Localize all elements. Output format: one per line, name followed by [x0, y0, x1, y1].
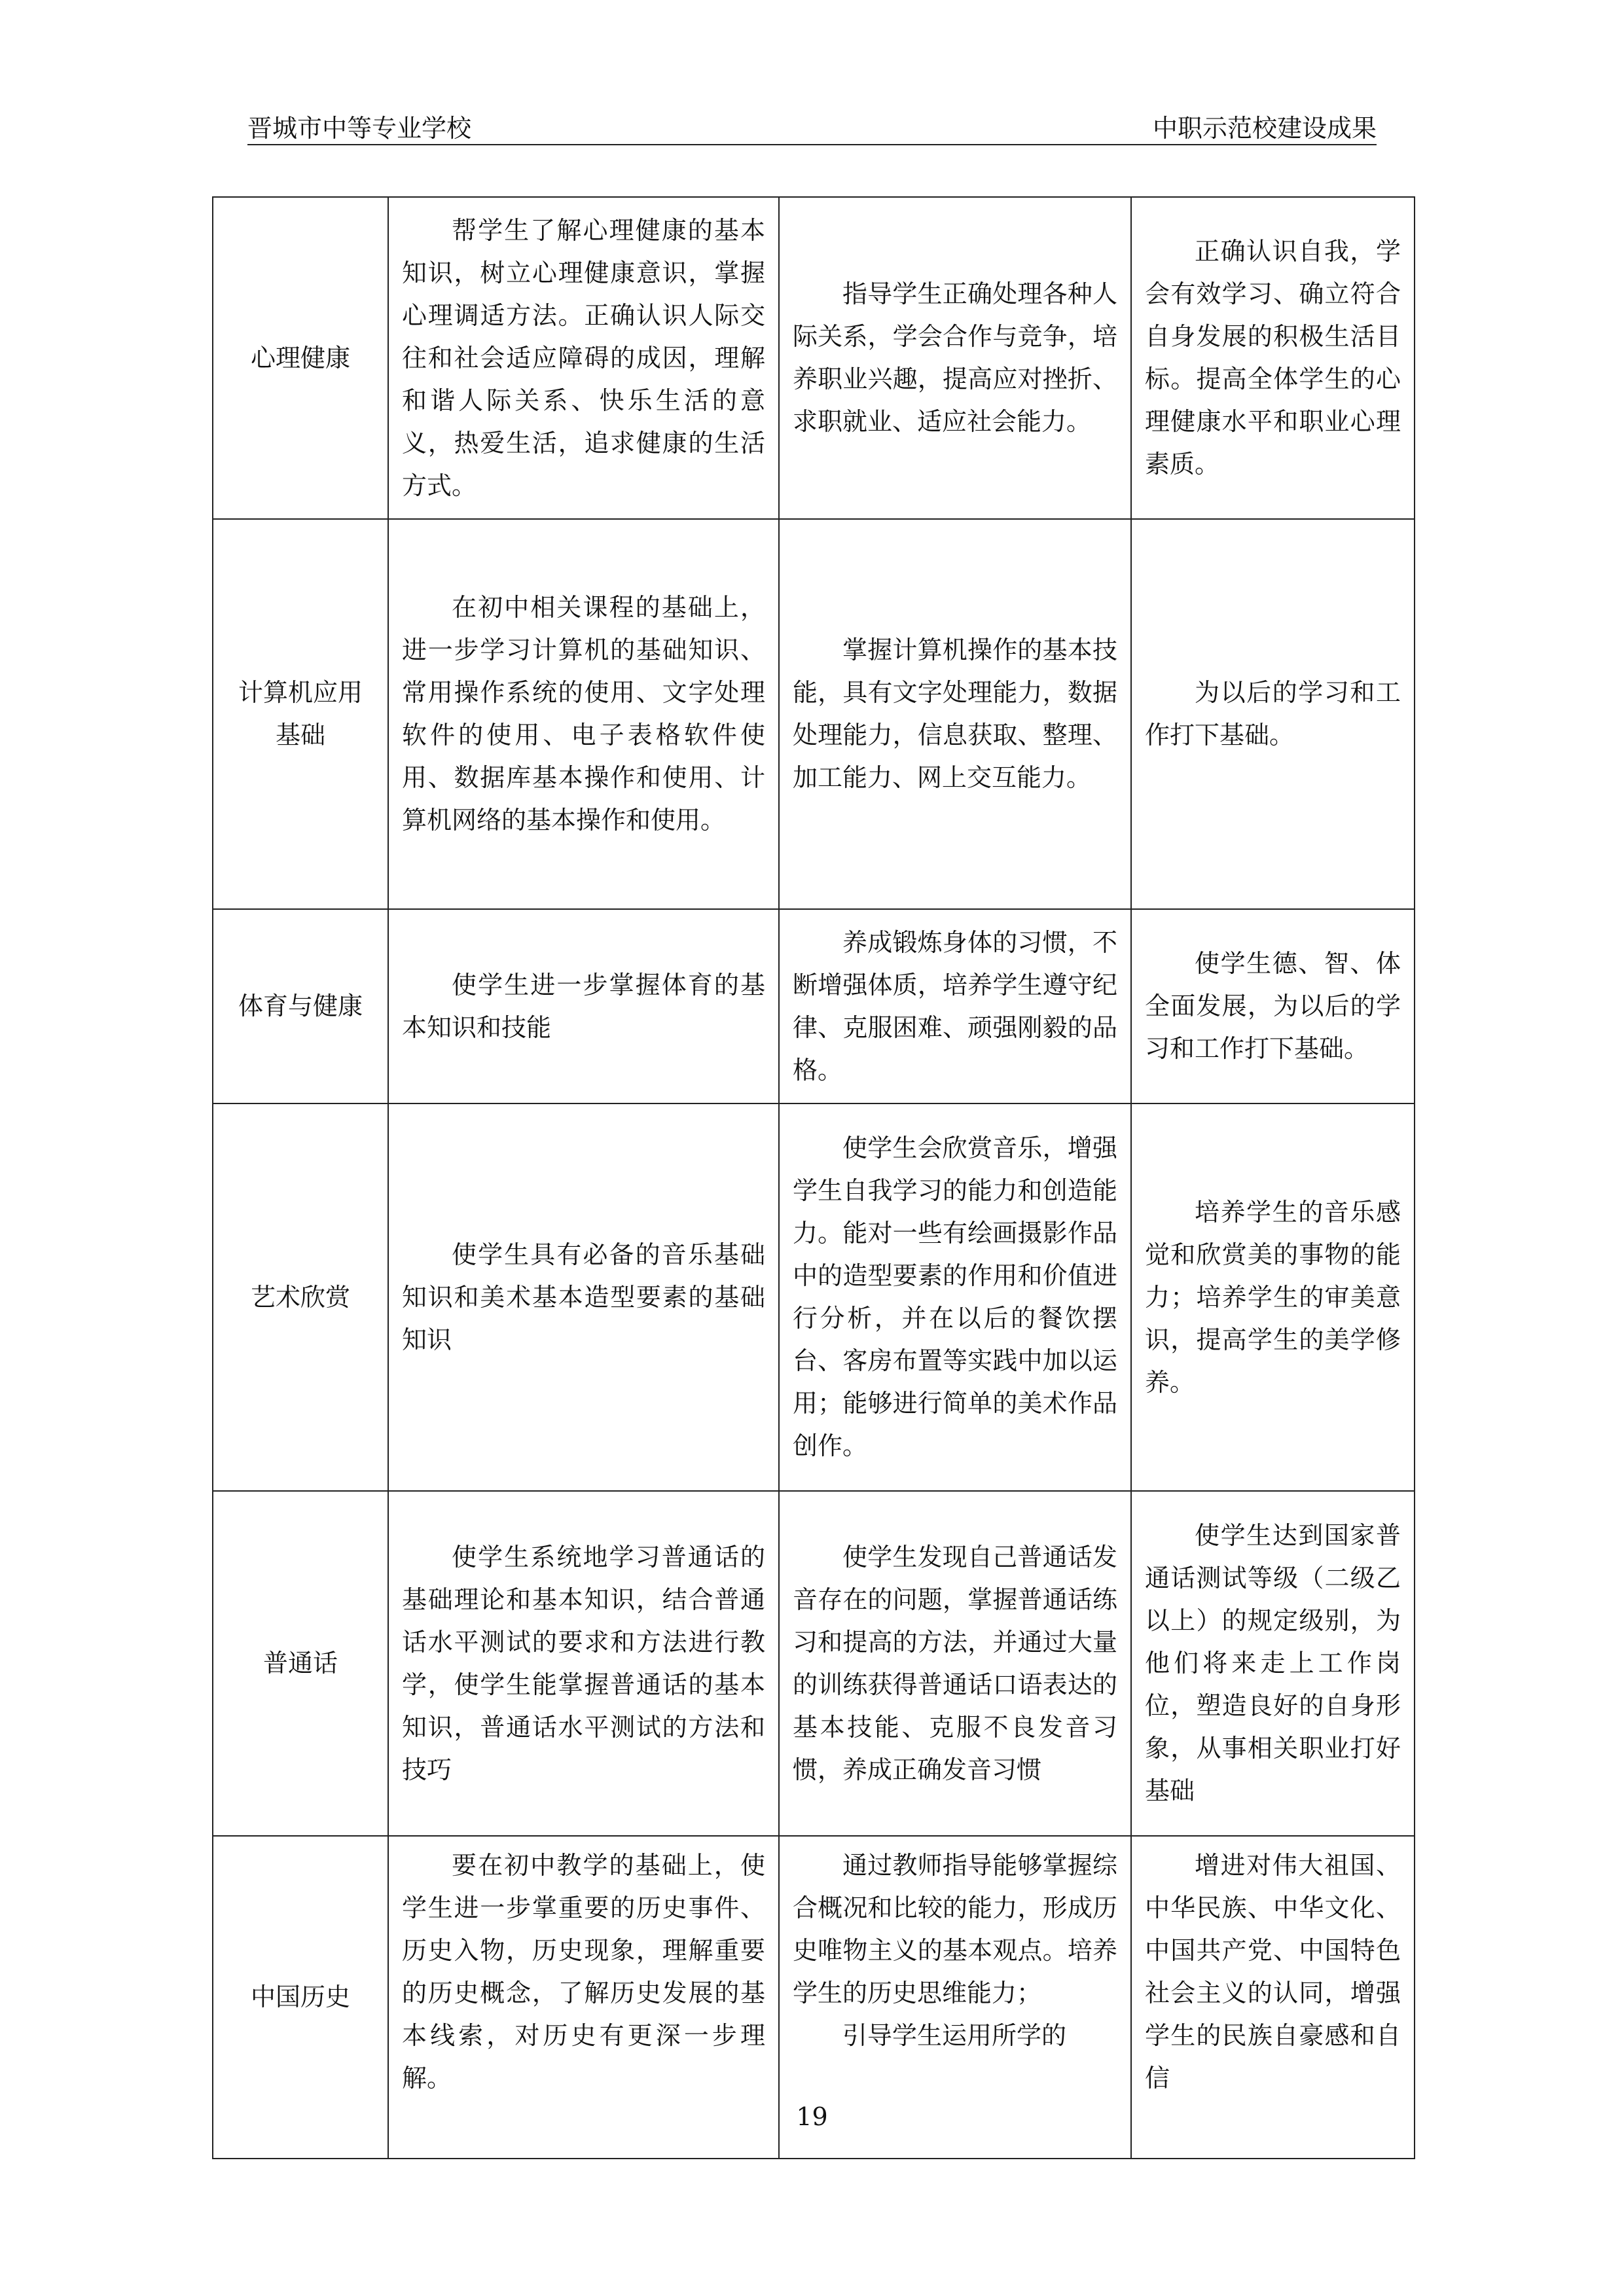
knowledge-objective-cell: [388, 1103, 779, 1491]
quality-objective-cell: [1131, 519, 1415, 909]
ability-objective-cell: [779, 197, 1131, 519]
course-name-cell: 体育与健康: [213, 909, 388, 1103]
table-row: [213, 197, 1415, 519]
quality-objective-cell: [1131, 1491, 1415, 1836]
knowledge-objective-cell: [388, 909, 779, 1103]
course-table: [212, 196, 1415, 2159]
cell-paragraph: 使学生德、智、体全面发展，为以后的学习和工作打下基础。: [1145, 949, 1401, 1063]
cell-paragraph: 掌握计算机操作的基本技能，具有文字处理能力，数据处理能力，信息获取、整理、加工能力、网上交互能力。: [793, 636, 1117, 792]
cell-paragraph: 要在初中教学的基础上，使学生进一步掌重要的历史事件、历史入物，历史现象，理解重要的历史概念，了解历史发展的基本线索，对历史有更深一步理解。: [402, 1851, 765, 2092]
cell-paragraph: 引导学生运用所学的: [842, 2021, 1067, 2050]
cell-paragraph: 帮学生了解心理健康的基本知识，树立心理健康意识，掌握心理调适方法。正确认识人际交往和社会适应障碍的成因，理解和谐人际关系、快乐生活的意义，热爱生活，追求健康的生活方式。: [402, 215, 765, 500]
cell-paragraph: 使学生进一步掌握体育的基本知识和技能: [402, 970, 765, 1042]
course-name-cell: 艺术欣赏: [213, 1103, 388, 1491]
table-row: [213, 909, 1415, 1103]
cell-paragraph: 正确认识自我，学会有效学习、确立符合自身发展的积极生活目标。提高全体学生的心理健康水平和职业心理素质。: [1145, 237, 1401, 478]
knowledge-objective-cell: [388, 197, 779, 519]
knowledge-objective-cell: [388, 519, 779, 909]
header-document-title: 中职示范校建设成果: [1152, 114, 1377, 143]
table-row: [213, 1491, 1415, 1836]
quality-objective-cell: [1131, 909, 1415, 1103]
cell-paragraph: 使学生具有必备的音乐基础知识和美术基本造型要素的基础知识: [402, 1240, 765, 1354]
quality-objective-cell: [1131, 197, 1415, 519]
table-row: [213, 1103, 1415, 1491]
cell-paragraph: 增进对伟大祖国、中华民族、中华文化、中国共产党、中国特色社会主义的认同，增强学生的民族自豪感和自信: [1145, 1851, 1401, 2092]
page-header: [247, 115, 1377, 145]
cell-paragraph: 在初中相关课程的基础上，进一步学习计算机的基础知识、常用操作系统的使用、文字处理软件的使用、电子表格软件使用、数据库基本操作和使用、计算机网络的基本操作和使用。: [402, 593, 765, 834]
cell-paragraph: 使学生达到国家普通话测试等级（二级乙以上）的规定级别，为他们将来走上工作岗位，塑造良好的自身形象，从事相关职业打好基础: [1145, 1521, 1401, 1805]
cell-paragraph: 养成锻炼身体的习惯，不断增强体质，培养学生遵守纪律、克服困难、顽强刚毅的品格。: [793, 927, 1117, 1085]
table-row: [213, 519, 1415, 909]
course-name-cell: 心理健康: [213, 197, 388, 519]
ability-objective-cell: [779, 909, 1131, 1103]
knowledge-objective-cell: [388, 1491, 779, 1836]
cell-paragraph: 使学生发现自己普通话发音存在的问题，掌握普通话练习和提高的方法，并通过大量的训练获得普通话口语表达的基本技能、克服不良发音习惯，养成正确发音习惯: [793, 1542, 1117, 1784]
course-table-body: [213, 197, 1415, 2159]
cell-paragraph: 培养学生的音乐感觉和欣赏美的事物的能力；培养学生的审美意识，提高学生的美学修养。: [1145, 1197, 1401, 1397]
ability-objective-cell: [779, 519, 1131, 909]
course-name-cell: 中国历史: [213, 1836, 388, 2159]
cell-paragraph: 指导学生正确处理各种人际关系，学会合作与竞争，培养职业兴趣，提高应对挫折、求职就业、适应社会能力。: [793, 279, 1117, 436]
course-name-cell: 普通话: [213, 1491, 388, 1836]
header-school-name: 晋城市中等专业学校: [247, 114, 472, 143]
page-number: 19: [796, 2102, 828, 2131]
cell-paragraph: 使学生会欣赏音乐，增强学生自我学习的能力和创造能力。能对一些有绘画摄影作品中的造型要素的作用和价值进行分析，并在以后的餐饮摆台、客房布置等实践中加以运用；能够进行简单的美术作品创作。: [793, 1134, 1117, 1460]
ability-objective-cell: [779, 1491, 1131, 1836]
cell-paragraph: 使学生系统地学习普通话的基础理论和基本知识，结合普通话水平测试的要求和方法进行教学，使学生能掌握普通话的基本知识，普通话水平测试的方法和技巧: [402, 1542, 765, 1784]
cell-paragraph: 为以后的学习和工作打下基础。: [1145, 678, 1401, 749]
ability-objective-cell: [779, 1103, 1131, 1491]
quality-objective-cell: [1131, 1103, 1415, 1491]
cell-paragraph: 通过教师指导能够掌握综合概况和比较的能力，形成历史唯物主义的基本观点。培养学生的历史思维能力；: [793, 1851, 1117, 2007]
course-name-cell: 计算机应用基础: [213, 519, 388, 909]
